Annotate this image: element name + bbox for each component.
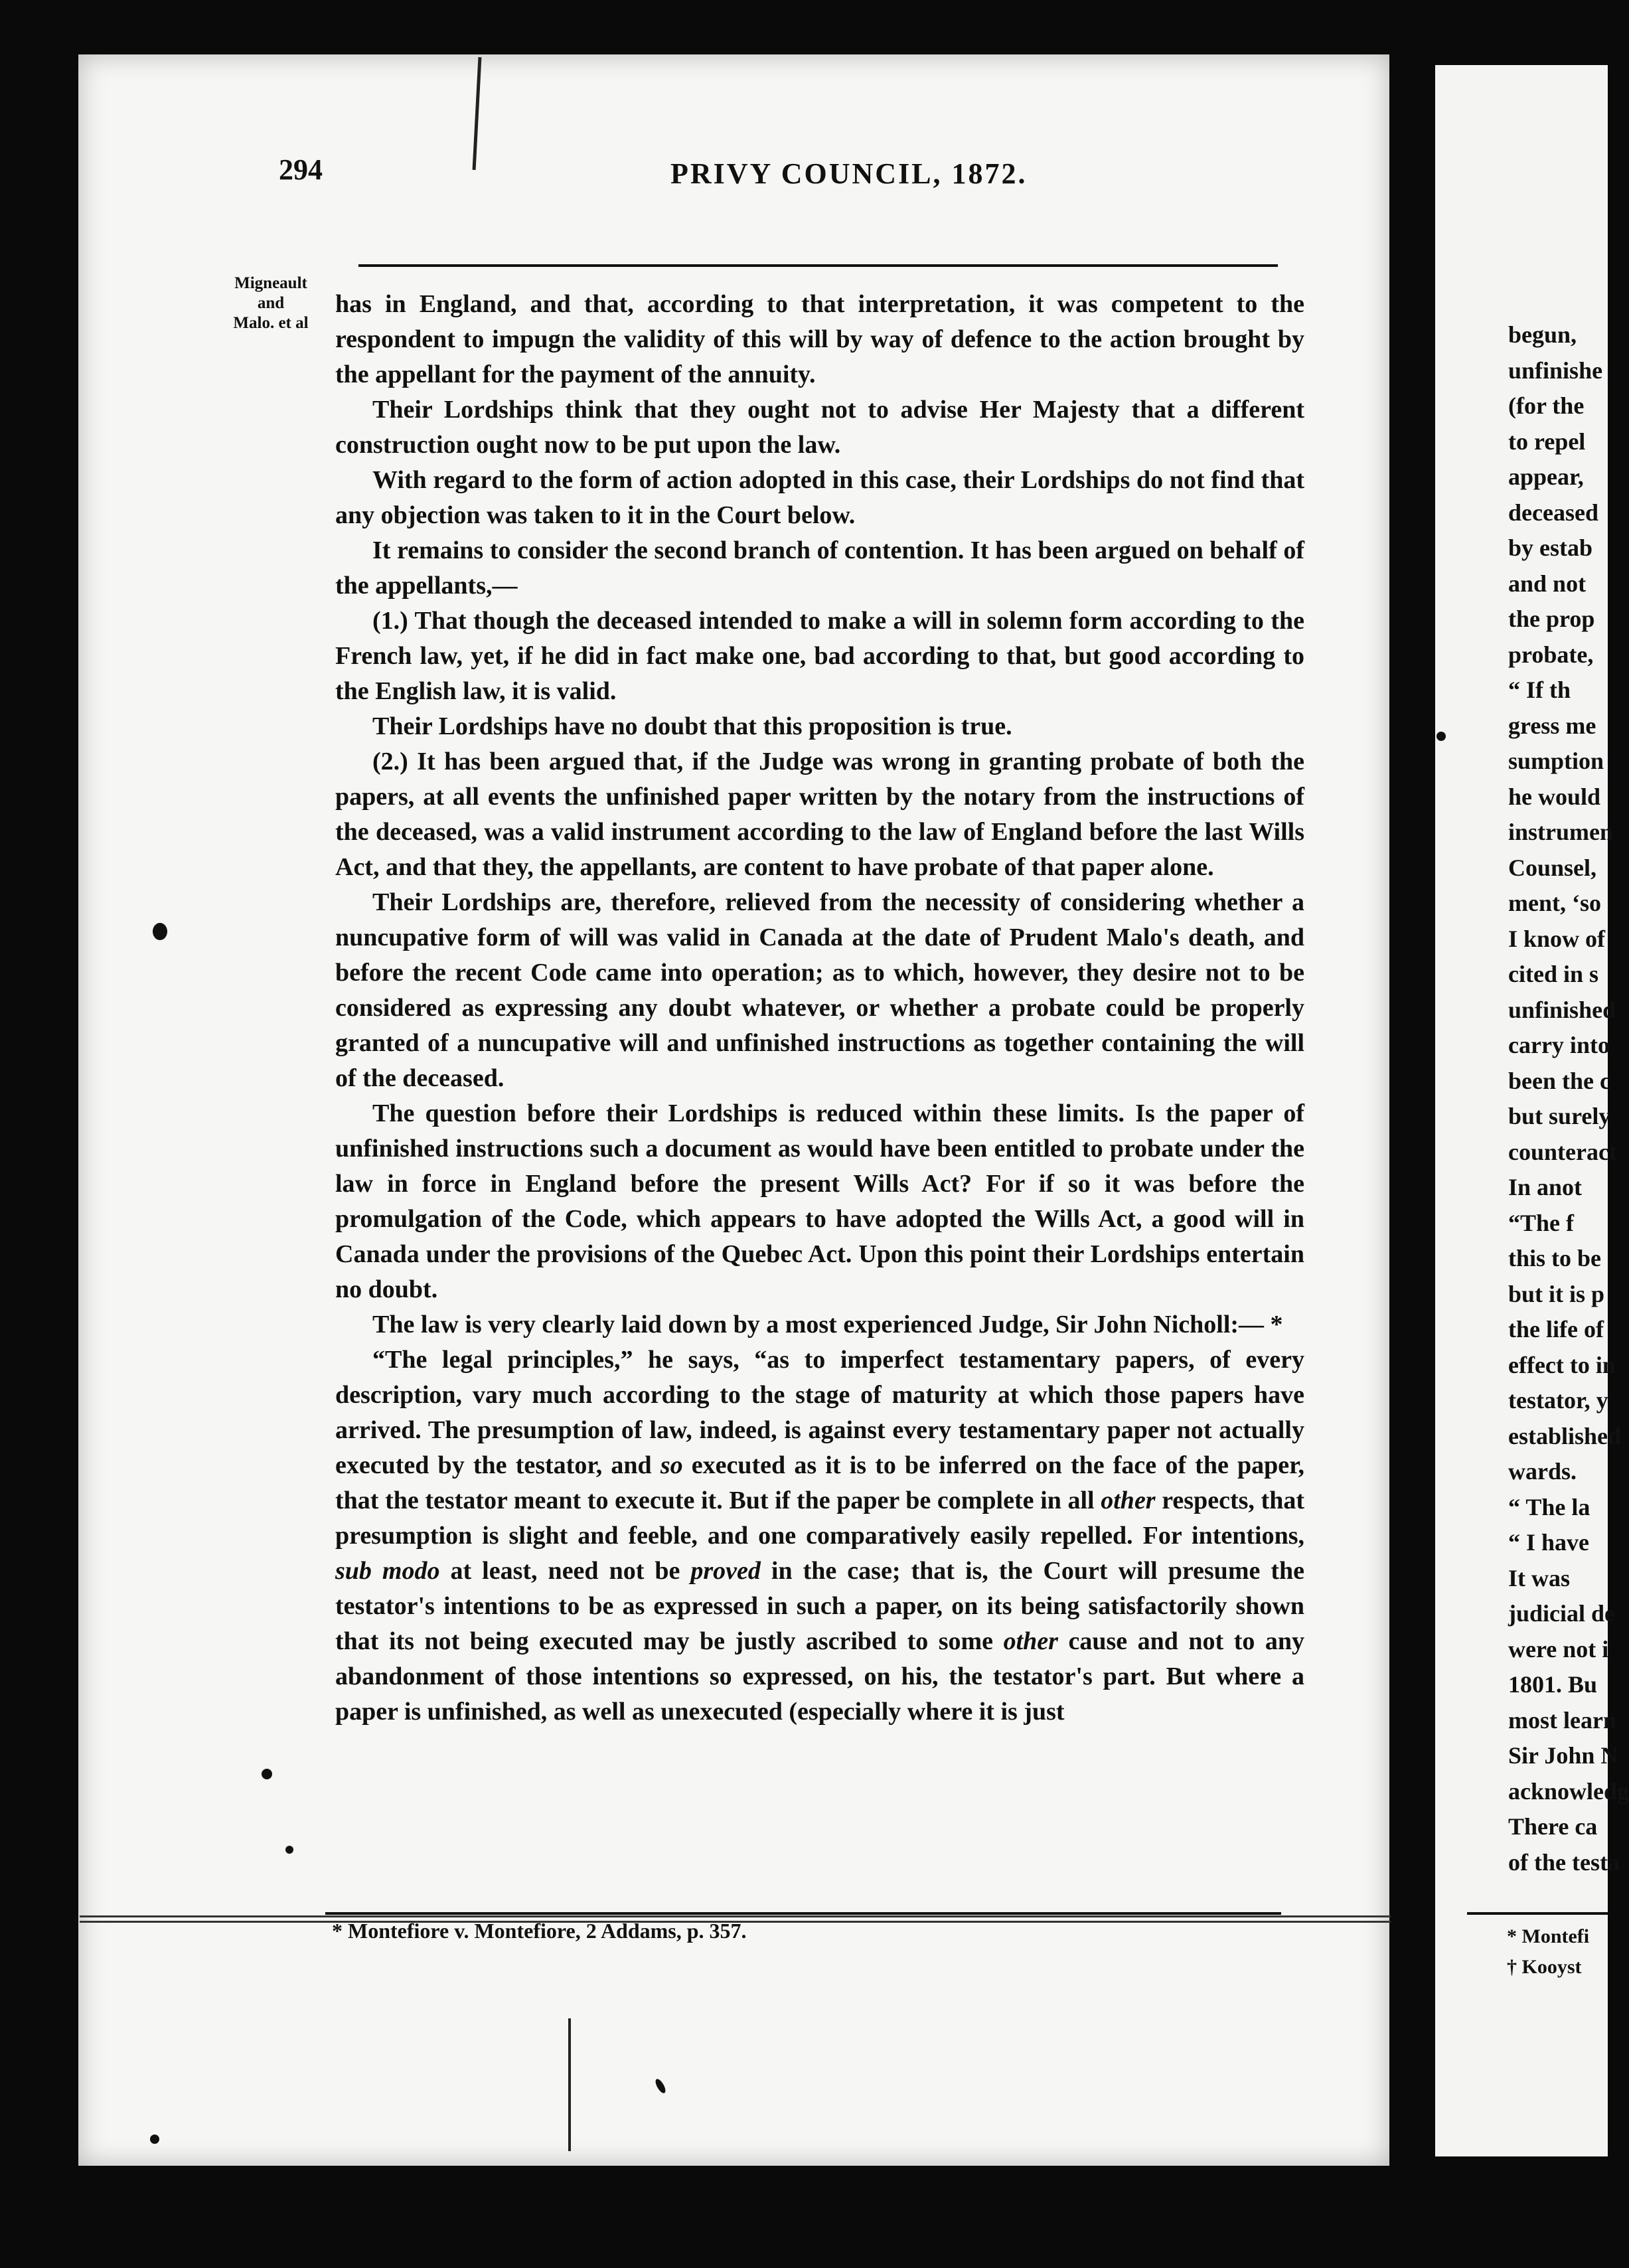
p11-text-k: cause and not to any abandonment of those intentions so expressed, on his, the testator's part. But where a paper is unfinished, as well as unexecuted (especially where it is just xyxy=(335,1627,1304,1726)
right-page-line: but it is p xyxy=(1508,1280,1605,1307)
p11-italic-so: so xyxy=(660,1451,683,1479)
paragraph-11 xyxy=(335,1342,1304,1730)
p11-text-i: in the case; that is, the Court will presume the testator's intentions to be as expressed in such a paper, on its being satisfactorily shown that its not being executed may be justly ascribed to some xyxy=(335,1557,1305,1655)
right-page-line: by estab xyxy=(1508,534,1593,561)
p11-text-e: respects, that presumption is slight and feeble, and one comparatively easily repelled. For intentions, xyxy=(335,1487,1304,1550)
page-number: 294 xyxy=(279,153,323,186)
frame-line-1 xyxy=(80,1915,1391,1917)
margin-sidenote xyxy=(211,274,331,333)
paragraph-10: The law is very clearly laid down by a most experienced Judge, Sir John Nicholl:— * xyxy=(372,1311,1283,1338)
right-page-line: “ The la xyxy=(1508,1493,1590,1520)
right-page-line: judicial de xyxy=(1508,1600,1616,1627)
paragraph-4: It remains to consider the second branch of contention. It has been argued on behalf of the appellants,— xyxy=(335,536,1304,600)
footnote: * Montefiore v. Montefiore, 2 Addams, p. 357. xyxy=(332,1919,747,1943)
paragraph-3: With regard to the form of action adopted in this case, their Lordships do not find that any objection was taken to it in the Court below. xyxy=(335,466,1304,529)
right-page-line: and not xyxy=(1508,570,1587,597)
right-page-line: There ca xyxy=(1508,1813,1598,1840)
right-page-line: but surely xyxy=(1508,1103,1611,1129)
right-page-line: the life of xyxy=(1508,1316,1604,1342)
p11-text-a: “The legal principles,” he says, “as to imperfect testamentary papers, of every description, vary much according to the stage of maturity at which those papers have arrived. The presumption of law, indeed, is against every testamentary paper not actually executed by the testator, and xyxy=(335,1346,1304,1479)
scan-speck xyxy=(262,1769,272,1779)
right-page-line: counteract xyxy=(1508,1138,1617,1165)
scan-speck xyxy=(285,1846,293,1854)
scan-scratch xyxy=(568,2018,571,2151)
right-page-line: unfinishe xyxy=(1508,357,1603,384)
right-page-line: testator, y xyxy=(1508,1387,1608,1414)
right-page-line: “The f xyxy=(1508,1209,1574,1236)
right-page-line: effect to in xyxy=(1508,1351,1616,1378)
right-page-line: cited in s xyxy=(1508,961,1599,987)
right-page-footnote: † Kooyst xyxy=(1507,1956,1582,1978)
paragraph-2: Their Lordships think that they ought not to advise Her Majesty that a different construction ought now to be put upon the law. xyxy=(335,396,1304,459)
right-page-line: unfinished xyxy=(1508,996,1616,1023)
right-page-line: “ I have xyxy=(1508,1529,1590,1556)
p11-text-g: at least, need not be xyxy=(439,1557,691,1585)
header-rule xyxy=(358,264,1278,267)
right-page-line: gress me xyxy=(1508,712,1596,739)
p11-italic-proved: proved xyxy=(690,1557,761,1585)
right-page-line: wards. xyxy=(1508,1458,1577,1485)
right-page-line: deceased xyxy=(1508,499,1598,526)
right-page-line: appear, xyxy=(1508,463,1584,490)
right-page-line: “ If th xyxy=(1508,677,1571,703)
p11-italic-other-2: other xyxy=(1003,1627,1058,1655)
right-page-line: he would xyxy=(1508,783,1601,810)
right-page-line: instrumen xyxy=(1508,819,1614,845)
right-page-line: the prop xyxy=(1508,606,1595,632)
paragraph-9: The question before their Lordships is reduced within these limits. Is the paper of unfinished instructions such a document as would have been entitled to probate under the law in force in England before the present Wills Act? For if so it was before the promulgation of the Code, which appears to have adopted the Wills Act, a good will in Canada under the provisions of the Quebec Act. Upon this point their Lordships entertain no doubt. xyxy=(335,1099,1304,1303)
scan-speck xyxy=(1436,732,1446,741)
right-page-line: It was xyxy=(1508,1564,1571,1591)
paragraph-8: Their Lordships are, therefore, relieved from the necessity of considering whether a nuncupative form of will was valid in Canada at the date of Prudent Malo's death, and before the recent Code came into operation; as to which, however, they desire not to be considered as expressing any doubt whatever, or whether a probate could be properly granted of a nuncupative will and unfinished instructions as together containing the will of the deceased. xyxy=(335,888,1304,1092)
sidenote-line-1: Migneault xyxy=(234,274,307,292)
right-page-line: were not i xyxy=(1508,1635,1609,1662)
paragraph-7: (2.) It has been argued that, if the Judge was wrong in granting probate of both the papers, at all events the unfinished paper written by the notary from the instructions of the deceased, was a valid instrument according to the law of England before the last Wills Act, and that they, the appellants, are content to have probate of that paper alone. xyxy=(335,748,1304,881)
p11-italic-sub-modo: sub modo xyxy=(335,1557,440,1585)
right-page-line: most learn xyxy=(1508,1706,1616,1734)
scan-speck xyxy=(153,923,167,940)
scan-speck xyxy=(150,2135,159,2144)
right-page-line: (for the xyxy=(1508,392,1585,419)
right-page-line: I know of xyxy=(1508,925,1606,952)
right-page-line: carry into xyxy=(1508,1032,1610,1058)
right-page-footnote: * Montefi xyxy=(1507,1925,1590,1947)
right-page-line: this to be xyxy=(1508,1245,1602,1271)
right-page-line: 1801. Bu xyxy=(1508,1671,1598,1698)
right-page-line: Counsel, xyxy=(1508,854,1597,881)
right-page-line: established xyxy=(1508,1422,1622,1449)
right-page-line: of the testa xyxy=(1508,1848,1620,1876)
running-head-title: PRIVY COUNCIL, 1872. xyxy=(670,157,1028,190)
right-page-line: probate, xyxy=(1508,641,1594,668)
right-page-line: begun, xyxy=(1508,321,1577,348)
sidenote-line-2: and xyxy=(257,294,285,312)
right-page-line: Sir John N xyxy=(1508,1742,1618,1769)
paragraph-5: (1.) That though the deceased intended to make a will in solemn form according to the French law, yet, if he did in fact make one, bad according to that, but good according to the English law, it is valid. xyxy=(335,607,1304,705)
footnote-rule xyxy=(325,1912,1281,1915)
right-page-line: In anot xyxy=(1508,1174,1583,1200)
body-text xyxy=(335,287,1304,1730)
right-page-footnotes xyxy=(1507,1921,1613,1983)
right-page-text xyxy=(1508,317,1629,1880)
right-page-line: ment, ‘so xyxy=(1508,890,1601,916)
p11-text-c: executed as it is to be inferred on the face of the paper, that the testator meant to execute it. But if the paper be complete in all xyxy=(335,1451,1305,1514)
sidenote-line-3: Malo. et al xyxy=(233,314,309,332)
p11-italic-other-1: other xyxy=(1101,1487,1156,1514)
right-page-line: to repel xyxy=(1508,428,1586,455)
right-page-line: acknowledg xyxy=(1508,1777,1629,1805)
paragraph-1: has in England, and that, according to that interpretation, it was competent to the respondent to impugn the validity of this will by way of defence to the action brought by the appellant for the payment of the annuity. xyxy=(335,290,1304,388)
paragraph-6: Their Lordships have no doubt that this proposition is true. xyxy=(372,712,1012,740)
right-footnote-rule xyxy=(1467,1912,1608,1915)
right-page-line: been the c xyxy=(1508,1067,1610,1094)
right-page-line: sumption xyxy=(1508,748,1604,774)
